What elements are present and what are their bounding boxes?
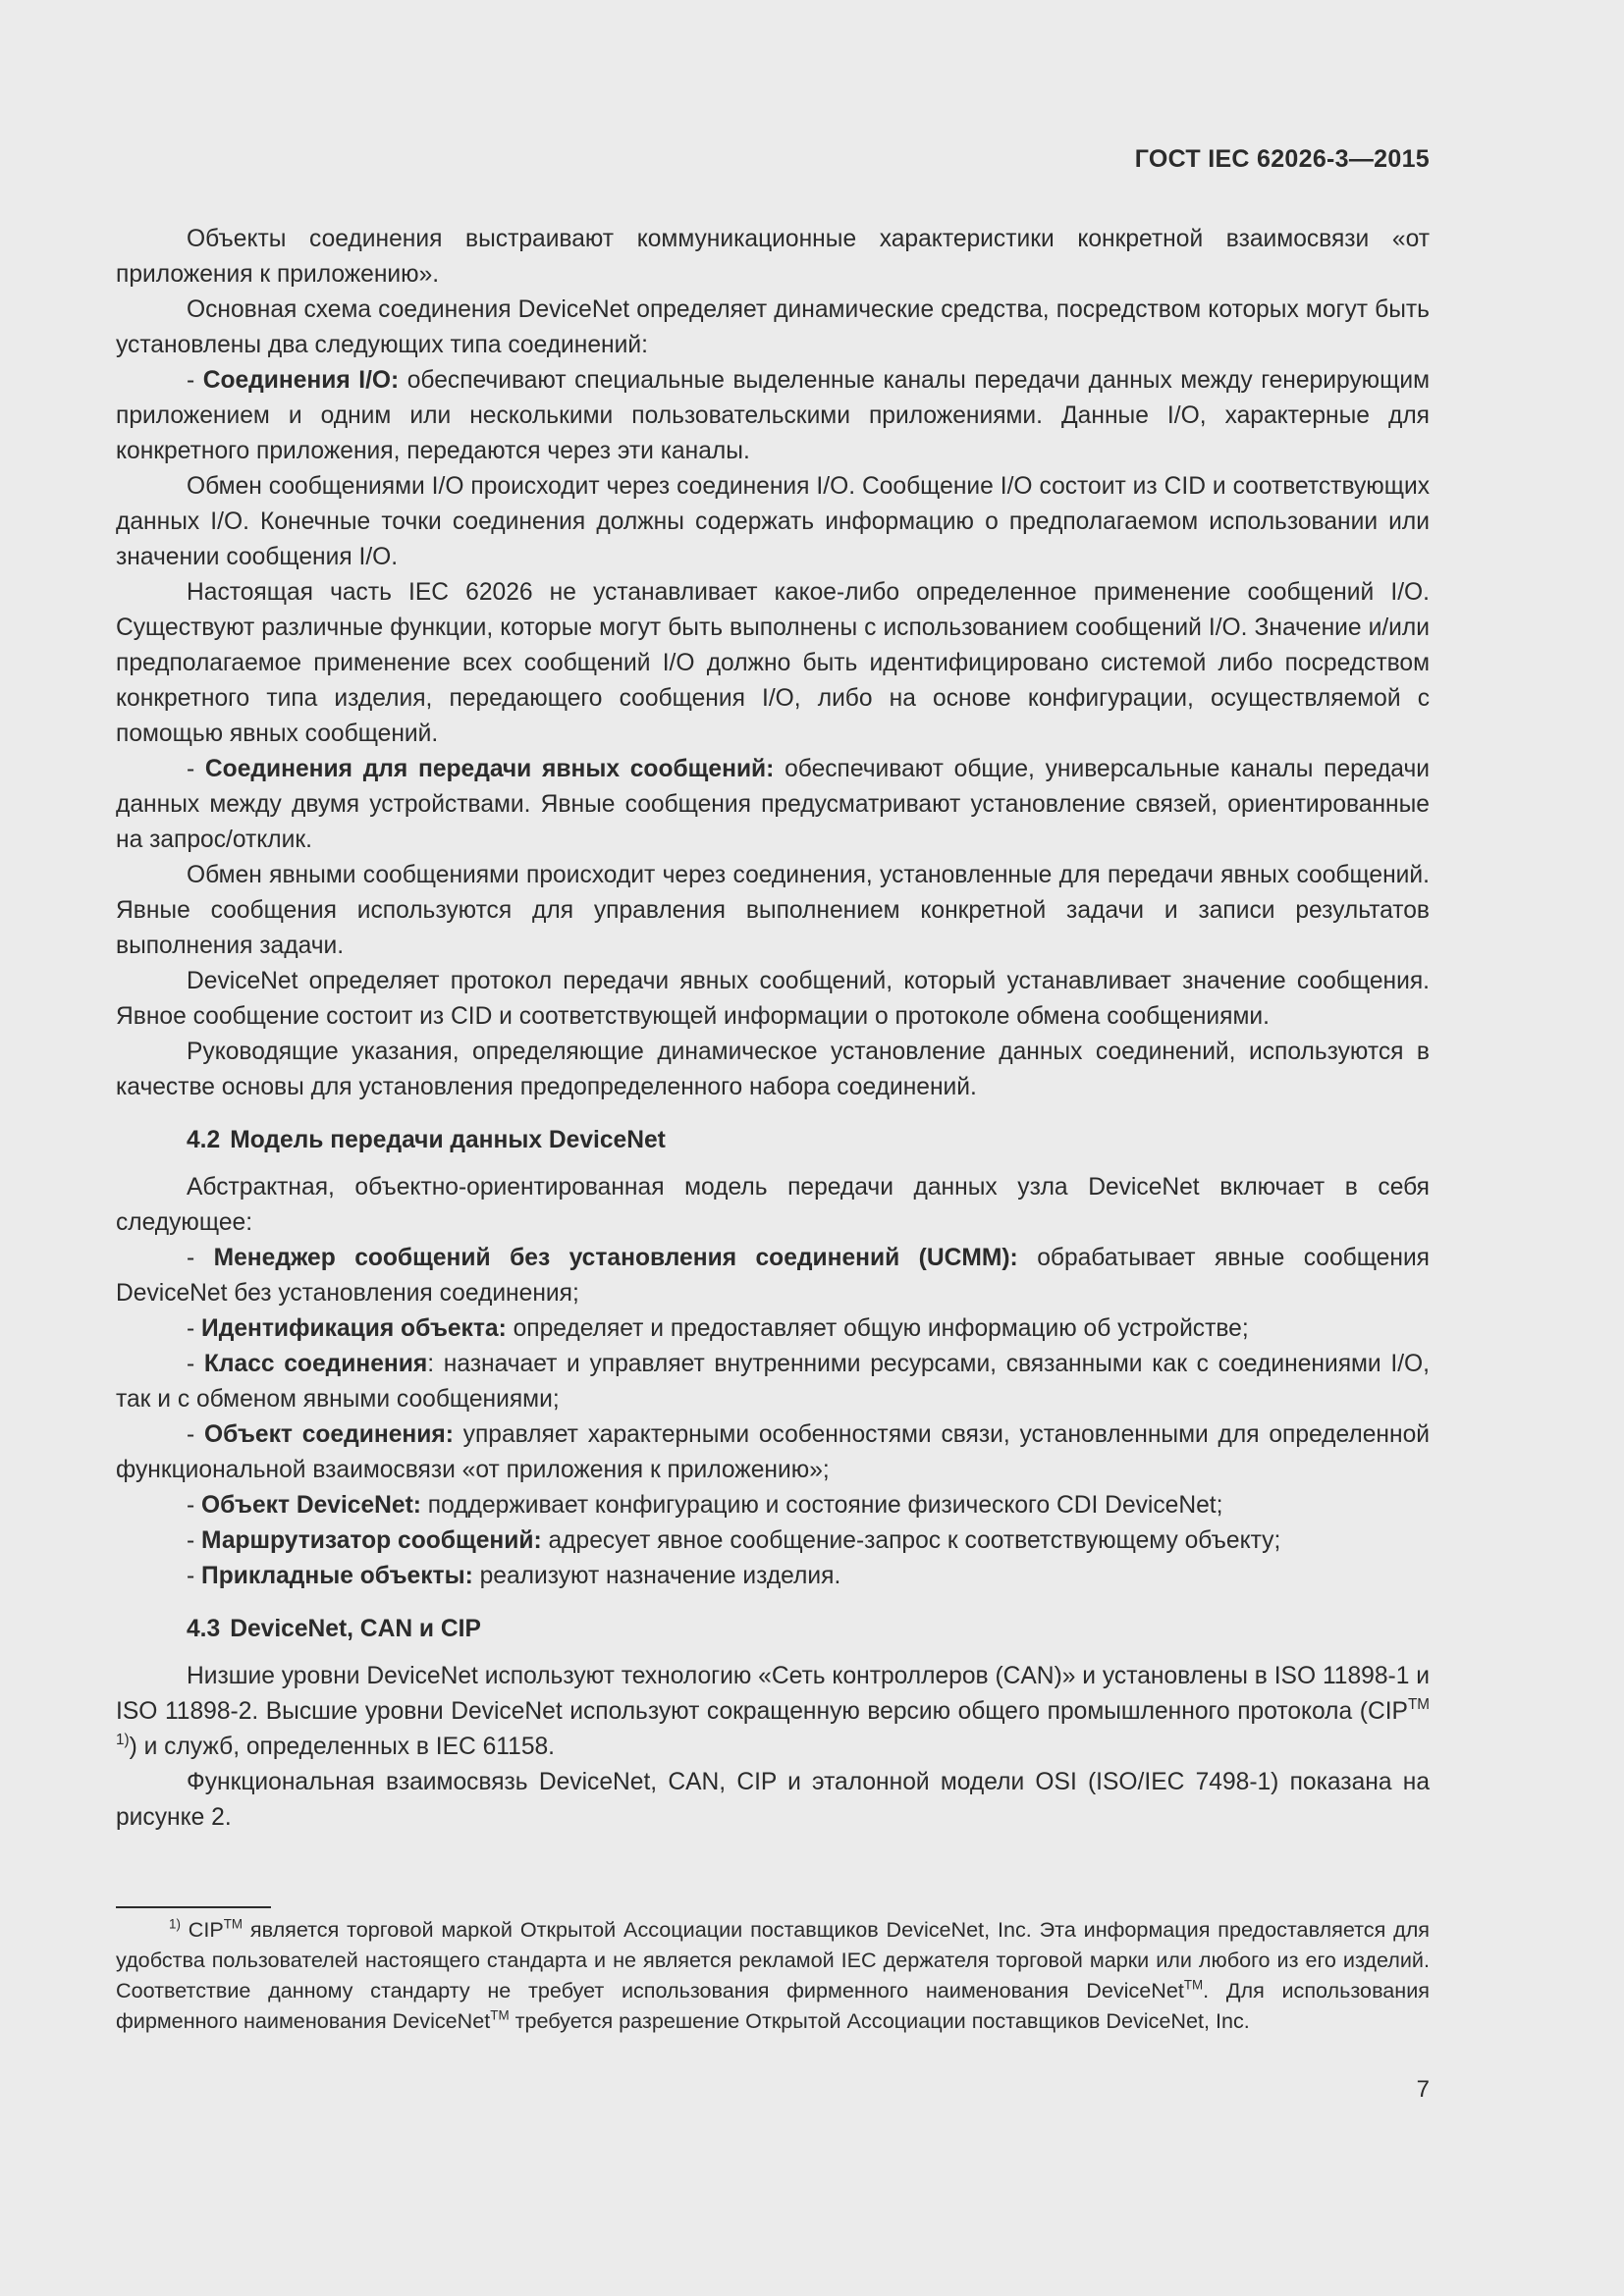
- term-description: обрабатывает явные сообщения DeviceNet без установления соединения;: [116, 1245, 1430, 1307]
- main-text: [116, 222, 1430, 1836]
- paragraph: Основная схема соединения DeviceNet определяет динамические средства, посредством которых могут быть установлены два следующих типа соединений:: [116, 296, 1430, 358]
- term-label: Маршрутизатор сообщений:: [201, 1527, 542, 1554]
- section-title: Модель передачи данных DeviceNet: [230, 1127, 666, 1153]
- list-item: [116, 1559, 1430, 1594]
- section-title: DeviceNet, CAN и CIP: [230, 1616, 481, 1642]
- list-dash: -: [187, 1527, 202, 1554]
- paragraph: Объекты соединения выстраивают коммуникационные характеристики конкретной взаимосвязи «от приложения к приложению».: [116, 226, 1430, 288]
- list-dash: -: [187, 1563, 202, 1589]
- list-dash: -: [187, 756, 205, 782]
- list-item: [116, 1311, 1430, 1347]
- paragraph: Функциональная взаимосвязь DeviceNet, CAN, CIP и эталонной модели OSI (ISO/IEC 7498-1) показана на рисунке 2.: [116, 1769, 1430, 1831]
- list-item: [116, 1523, 1430, 1559]
- footnote-marker: 1): [169, 1916, 181, 1932]
- section-heading-4-3: [116, 1612, 1430, 1647]
- term-description: : назначает и управляет внутренними ресурсами, связанными как с соединениями I/O, так и с обменом явными сообщениями;: [116, 1351, 1430, 1413]
- list-dash: -: [187, 1492, 202, 1519]
- list-dash: -: [187, 1315, 202, 1342]
- trademark-mark: TM: [1183, 1977, 1204, 1993]
- list-dash: -: [187, 1421, 204, 1448]
- document-header: ГОСТ IEC 62026-3—2015: [1134, 145, 1430, 173]
- term-description: поддерживает конфигурацию и состояние физического CDI DeviceNet;: [420, 1492, 1223, 1519]
- term-description: обеспечивают общие, универсальные каналы передачи данных между двумя устройствами. Явные сообщения предусматривают установление связей, ориентированные на запрос/отклик.: [116, 756, 1430, 853]
- term-label: Менеджер сообщений без установления соединений (UCMM):: [213, 1245, 1018, 1271]
- section-number: 4.2: [187, 1127, 221, 1153]
- list-item: [116, 363, 1430, 469]
- footnote-text: . Для использования фирменного наименования DeviceNet: [116, 1978, 1430, 2033]
- term-description: определяет и предоставляет общую информацию об устройстве;: [506, 1315, 1249, 1342]
- footnote-divider: [116, 1906, 271, 1908]
- footnote-text: требуется разрешение Открытой Ассоциации поставщиков DeviceNet, Inc.: [509, 2008, 1250, 2033]
- footnote: [116, 1914, 1430, 2036]
- term-description: обеспечивают специальные выделенные каналы передачи данных между генерирующим приложением и одним или несколькими пользовательскими приложениями. Данные I/O, характерные для конкретного приложения, передаются через эти каналы.: [116, 367, 1430, 464]
- trademark-mark: TM: [223, 1916, 244, 1932]
- footnote-text: является торговой маркой Открытой Ассоциации поставщиков DeviceNet, Inc. Эта информация предоставляется для удобства пользователей настоящего стандарта и не является рекламой IEC держателя торговой марки или любого из его изделий. Соответствие данному стандарту не требует использования фирменного наименования DeviceNet: [116, 1917, 1430, 2002]
- list-item: [116, 1417, 1430, 1488]
- list-item: [116, 1347, 1430, 1417]
- paragraph: Обмен сообщениями I/O происходит через соединения I/O. Сообщение I/O состоит из CID и соответствующих данных I/O. Конечные точки соединения должны содержать информацию о предполагаемом использовании или значении сообщения I/O.: [116, 473, 1430, 570]
- term-description: управляет характерными особенностями связи, установленными для определенной функциональной взаимосвязи «от приложения к приложению»;: [116, 1421, 1430, 1483]
- list-dash: -: [187, 1245, 214, 1271]
- paragraph: Обмен явными сообщениями происходит через соединения, установленные для передачи явных сообщений. Явные сообщения используются для управления выполнением конкретной задачи и записи результатов выполнения задачи.: [116, 862, 1430, 959]
- footnote-text: CIP: [180, 1917, 224, 1942]
- paragraph: Руководящие указания, определяющие динамическое установление данных соединений, используются в качестве основы для установления предопределенного набора соединений.: [116, 1039, 1430, 1100]
- term-label: Объект соединения:: [203, 1421, 454, 1448]
- term-description: реализуют назначение изделия.: [472, 1563, 841, 1589]
- list-item: [116, 1241, 1430, 1311]
- trademark-mark: TM: [490, 2007, 510, 2023]
- term-label: Соединения для передачи явных сообщений:: [204, 756, 775, 782]
- page-number: 7: [1416, 2076, 1430, 2103]
- list-item: [116, 1488, 1430, 1523]
- term-label: Класс соединения: [203, 1351, 428, 1377]
- term-description: адресует явное сообщение-запрос к соответствующему объекту;: [541, 1527, 1281, 1554]
- paragraph-text: Низшие уровни DeviceNet используют технологию «Сеть контроллеров (CAN)» и установлены в ISO 11898-1 и ISO 11898-2. Высшие уровни DeviceNet используют сокращенную версию общего промышленного протокола (CIP: [116, 1663, 1430, 1725]
- definition-list: [116, 1241, 1430, 1594]
- paragraph-text: ) и служб, определенных в IEC 61158.: [129, 1734, 556, 1760]
- paragraph: [116, 1659, 1430, 1765]
- list-dash: -: [187, 1351, 204, 1377]
- paragraph: Настоящая часть IEC 62026 не устанавливает какое-либо определенное применение сообщений I/O. Существуют различные функции, которые могут быть выполнены с использованием сообщений I/O. Значение и/или предполагаемое применение всех сообщений I/O должно быть идентифицировано системой либо посредством конкретного типа изделия, передающего сообщения I/O, либо на основе конфигурации, осуществляемой с помощью явных сообщений.: [116, 579, 1430, 747]
- list-dash: -: [187, 367, 203, 394]
- paragraph: Абстрактная, объектно-ориентированная модель передачи данных узла DeviceNet включает в себя следующее:: [116, 1174, 1430, 1236]
- term-label: Прикладные объекты:: [201, 1563, 473, 1589]
- section-heading-4-2: [116, 1123, 1430, 1158]
- paragraph: DeviceNet определяет протокол передачи явных сообщений, который устанавливает значение сообщения. Явное сообщение состоит из CID и соответствующей информации о протоколе обмена сообщениями.: [116, 968, 1430, 1030]
- section-number: 4.3: [187, 1616, 221, 1642]
- term-label: Соединения I/O:: [202, 367, 400, 394]
- list-item: [116, 752, 1430, 858]
- term-label: Объект DeviceNet:: [201, 1492, 421, 1519]
- superscript: TM 1): [116, 1696, 1430, 1749]
- term-label: Идентификация объекта:: [201, 1315, 507, 1342]
